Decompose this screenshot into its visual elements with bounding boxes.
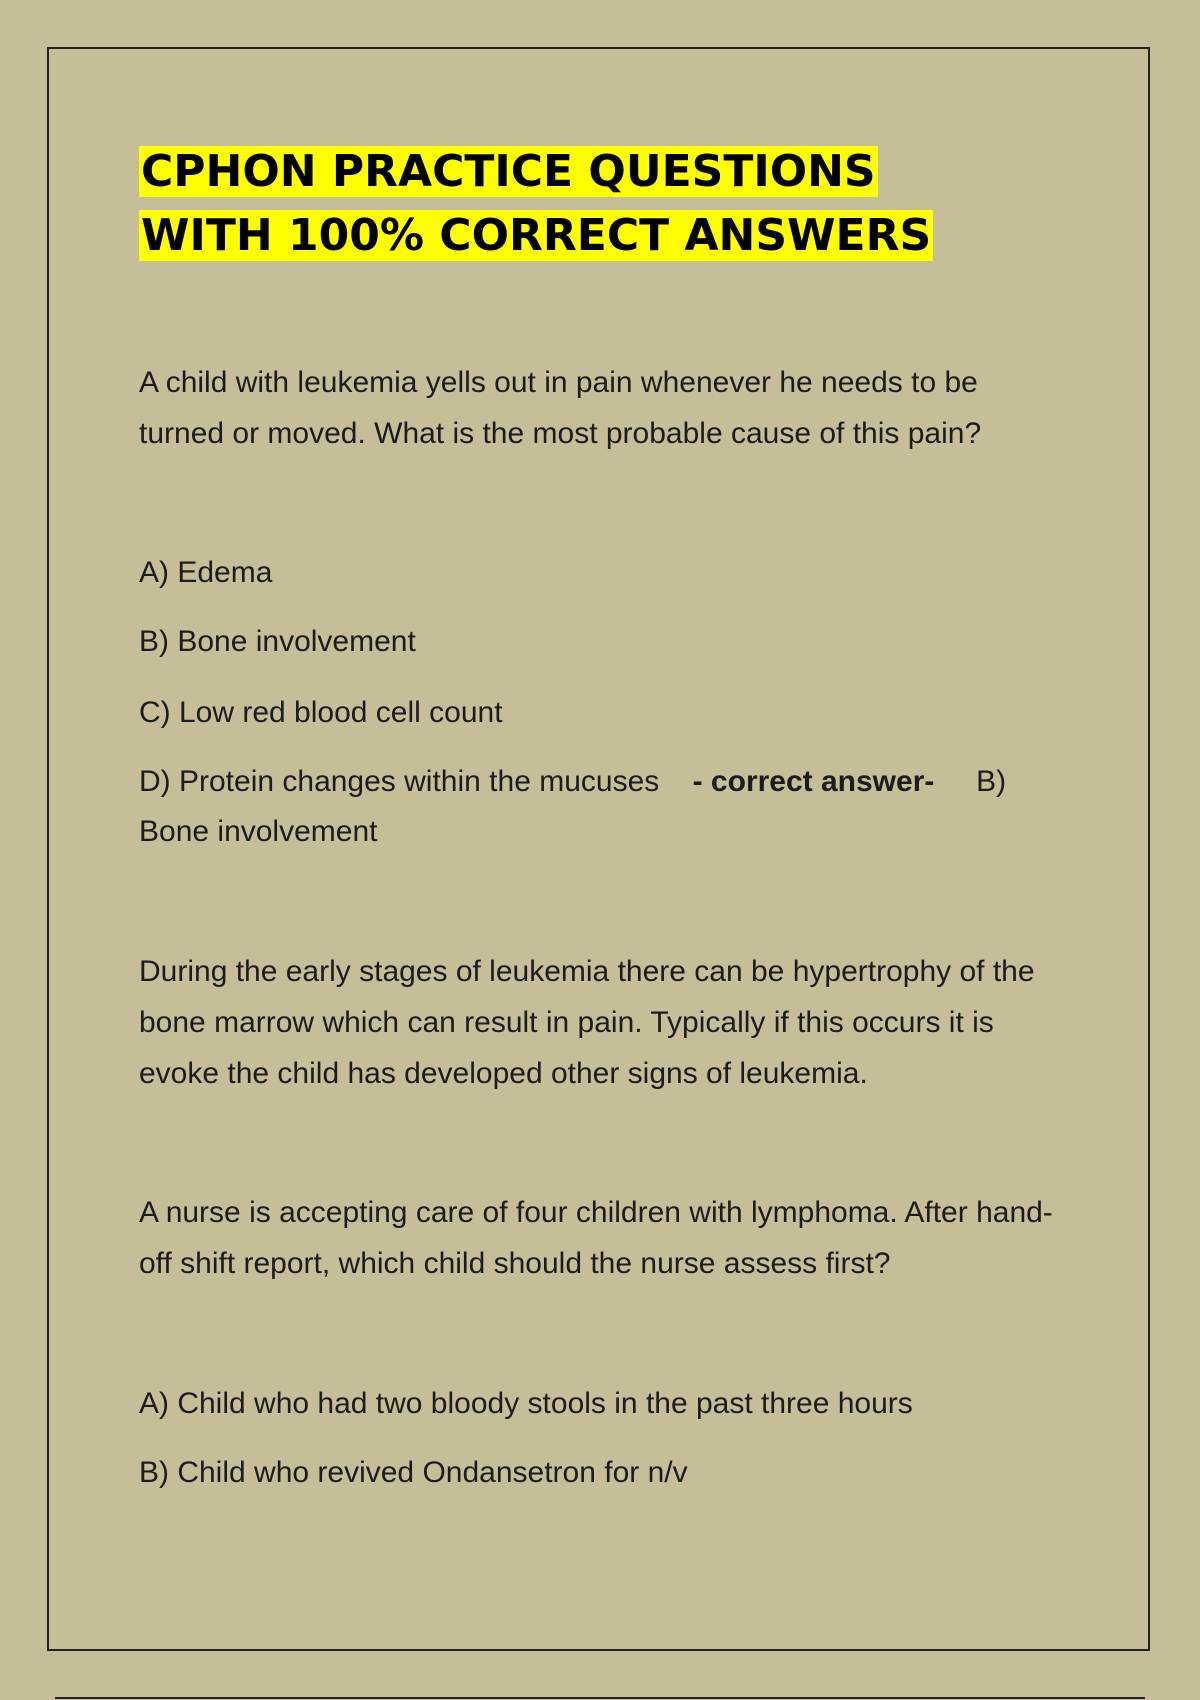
question-1-option-d: D) Protein changes within the mucuses	[139, 765, 660, 798]
question-1-rationale: During the early stages of leukemia there can be hypertrophy of the bone marrow which can result in pain. Typically if this occurs it is evoke the child has developed other signs of leukemia.	[139, 955, 1035, 1090]
question-1-option-c: C) Low red blood cell count	[139, 696, 503, 729]
document-title	[139, 140, 1099, 268]
title-line-2: WITH 100% CORRECT ANSWERS	[141, 210, 932, 261]
correct-answer-value: B) Bone involvement	[139, 765, 1007, 848]
question-1-option-d-with-answer	[139, 757, 1069, 857]
question-2-text: A nurse is accepting care of four children with lymphoma. After hand-off shift report, which child should the nurse assess first?	[139, 1196, 1053, 1280]
question-2-option-a: A) Child who had two bloody stools in the past three hours	[139, 1387, 913, 1420]
question-1-option-a: A) Edema	[139, 556, 273, 589]
question-2-option-b: B) Child who revived Ondansetron for n/v	[139, 1456, 688, 1489]
question-1-option-b: B) Bone involvement	[139, 625, 416, 658]
title-line-1: CPHON PRACTICE QUESTIONS	[141, 146, 876, 197]
correct-answer-label: - correct answer-	[692, 765, 935, 798]
page-divider	[55, 1697, 1145, 1699]
question-1-text: A child with leukemia yells out in pain whenever he needs to be turned or moved. What is the most probable cause of this pain?	[139, 366, 982, 450]
